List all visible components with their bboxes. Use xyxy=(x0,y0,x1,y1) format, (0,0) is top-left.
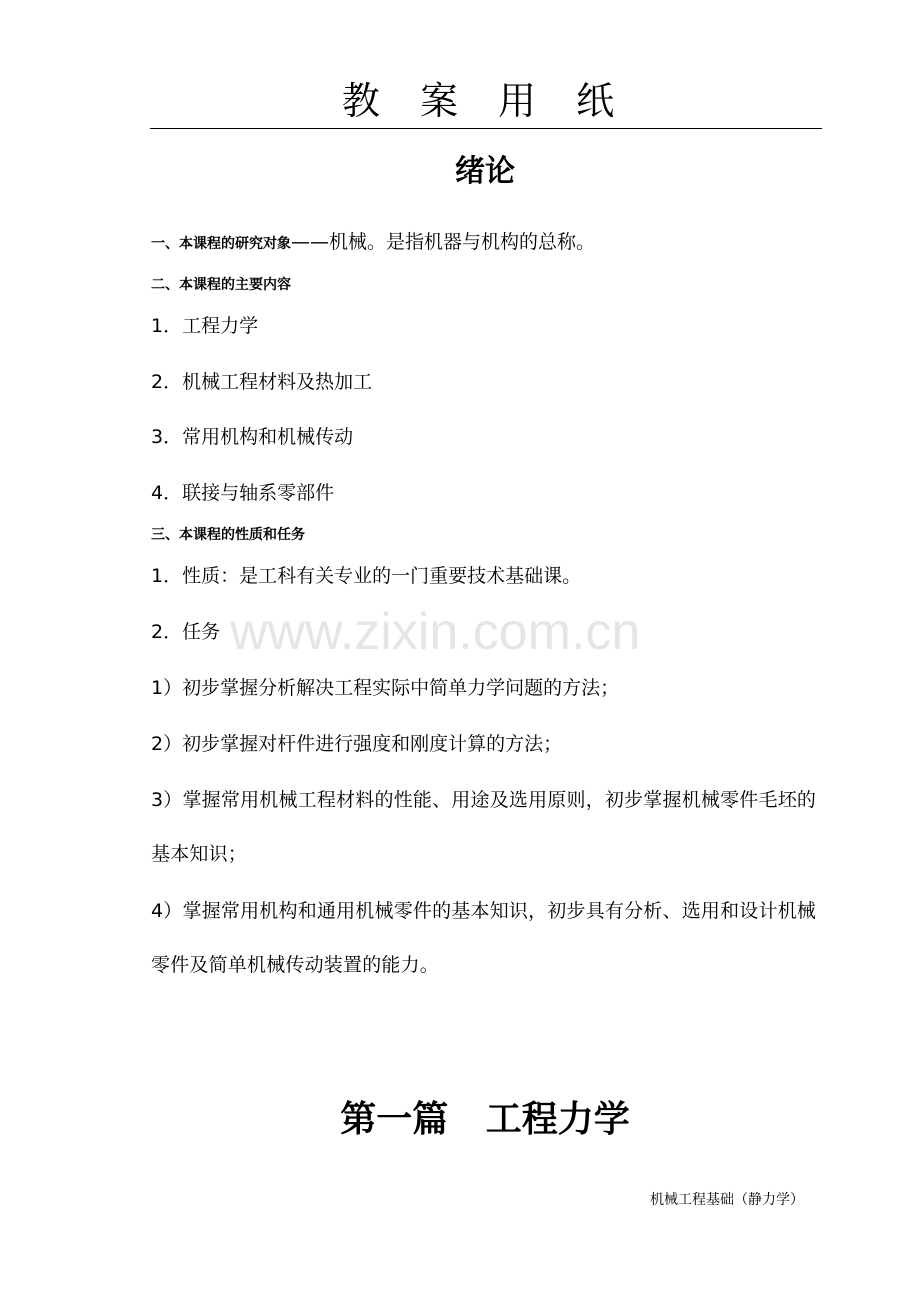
content-item: 1．工程力学 xyxy=(151,315,259,337)
chapter-title: 第一篇 工程力学 xyxy=(340,1099,630,1140)
section-heading-1-rest: ——机械。是指机器与机构的总称。 xyxy=(291,231,596,253)
section-heading-3: 三、本课程的性质和任务 xyxy=(151,527,305,543)
task-item: 2）初步掌握对杆件进行强度和刚度计算的方法； xyxy=(151,733,563,755)
header-divider xyxy=(150,128,822,129)
footer-note: 机械工程基础（静力学） xyxy=(650,1192,804,1208)
section-heading-2: 二、本课程的主要内容 xyxy=(151,277,291,293)
document-title: 绪论 xyxy=(455,154,515,189)
nature-text: 1．性质：是工科有关专业的一门重要技术基础课。 xyxy=(151,565,582,587)
page-header-title: 教 案 用 纸 xyxy=(341,79,629,123)
content-item: 4．联接与轴系零部件 xyxy=(151,482,335,504)
task-item: 1）初步掌握分析解决工程实际中简单力学问题的方法； xyxy=(151,677,620,699)
watermark-text: www.zixin.com.cn xyxy=(230,603,641,661)
task-item: 3）掌握常用机械工程材料的性能、用途及选用原则，初步掌握机械零件毛坯的基本知识； xyxy=(151,789,817,865)
content-item: 3．常用机构和机械传动 xyxy=(151,426,354,448)
task-item: 4）掌握常用机构和通用机械零件的基本知识，初步具有分析、选用和设计机械零件及简单机械传动装置的能力。 xyxy=(151,900,817,976)
section-heading-1 xyxy=(151,232,595,254)
tasks-label: 2．任务 xyxy=(151,621,221,643)
content-item: 2．机械工程材料及热加工 xyxy=(151,371,373,393)
section-heading-1-label: 一、本课程的研究对象 xyxy=(151,236,291,252)
